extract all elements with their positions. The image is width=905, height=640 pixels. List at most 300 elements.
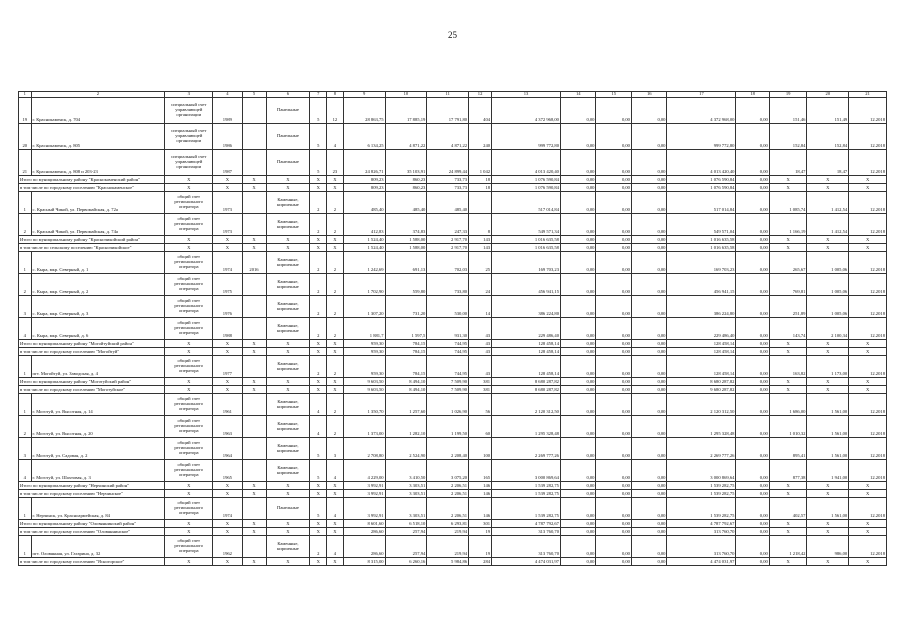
table-cell: X — [242, 378, 266, 386]
table-cell: 128 458,14 — [667, 340, 736, 348]
table-cell: 2 — [327, 296, 344, 318]
table-cell: 0,00 — [560, 296, 596, 318]
table-cell: X — [165, 520, 213, 528]
table-cell: 1 016 635,58 — [667, 244, 736, 252]
table-cell: 1 295 328,48 — [667, 416, 736, 438]
table-cell: 2 — [327, 394, 344, 416]
address-cell: г. Моготуй, ул. Высотная, д. 14 — [31, 394, 165, 416]
table-cell: 229 486,40 — [667, 318, 736, 340]
table-cell: X — [242, 236, 266, 244]
address-cell: с. Кыра, мкр. Северный, д. 1 — [31, 252, 165, 274]
table-cell: 0,00 — [736, 150, 769, 176]
table-cell: 1 076 590,84 — [667, 184, 736, 192]
table-cell: X — [327, 520, 344, 528]
table-cell: 733,73 — [427, 184, 469, 192]
table-row — [19, 98, 887, 124]
table-cell: 0,00 — [596, 244, 632, 252]
table-cell: Каменные, кирпичные — [266, 318, 310, 340]
table-cell: 43 — [469, 340, 492, 348]
table-cell: 1 295 328,48 — [492, 416, 561, 438]
table-row — [19, 356, 887, 378]
table-cell: 0,00 — [736, 318, 769, 340]
table-cell: 0,00 — [596, 192, 632, 214]
table-cell: 0,00 — [631, 348, 667, 356]
table-cell: 0,00 — [631, 274, 667, 296]
table-cell: 1974 — [213, 498, 242, 520]
table-cell: общий счет регионального оператора — [165, 394, 213, 416]
table-cell — [242, 274, 266, 296]
table-cell: 0,00 — [631, 214, 667, 236]
address-cell: пгт. Оловянная, ул. Гагарина, д. 32 — [31, 536, 165, 558]
table-cell: 0,00 — [560, 394, 596, 416]
table-cell — [242, 318, 266, 340]
table-cell: 374,83 — [385, 214, 427, 236]
address-cell: с. Кыра, мкр. Северный, д. 3 — [31, 296, 165, 318]
table-cell: 1 881,7 — [343, 318, 385, 340]
table-cell: 959,30 — [343, 356, 385, 378]
table-cell: 25 — [469, 252, 492, 274]
table-cell: X — [807, 378, 849, 386]
column-number-cell: 5 — [242, 92, 266, 98]
table-cell: 2 208,40 — [427, 438, 469, 460]
table-cell: 4 — [327, 536, 344, 558]
table-cell: X — [327, 528, 344, 536]
table-cell: 0,00 — [596, 318, 632, 340]
table-cell: X — [310, 386, 327, 394]
table-cell: 151,46 — [769, 98, 807, 124]
table-cell: 0,00 — [596, 378, 632, 386]
table-cell: X — [266, 482, 310, 490]
table-cell: X — [310, 520, 327, 528]
table-cell: 4 013 420,40 — [492, 150, 561, 176]
table-cell: 0,00 — [596, 416, 632, 438]
table-cell: X — [807, 558, 849, 566]
table-cell: Каменные, кирпичные — [266, 394, 310, 416]
table-cell: X — [266, 386, 310, 394]
table-cell: 2 917,70 — [427, 236, 469, 244]
table-cell — [242, 438, 266, 460]
subtotal-label: Итого по муниципальному району "Краснокаменский район" — [19, 176, 165, 184]
table-cell — [469, 192, 492, 214]
table-cell: 4 — [19, 460, 32, 482]
table-cell: 12.2018 — [849, 214, 887, 236]
column-number-cell: 13 — [492, 92, 561, 98]
table-cell: 0,00 — [736, 482, 769, 490]
table-cell: 3 — [327, 438, 344, 460]
table-cell: 0,00 — [596, 482, 632, 490]
subtotal-label: Итого по муниципальному району "Красночикойский район" — [19, 236, 165, 244]
table-cell: 517 014,84 — [492, 192, 561, 214]
table-cell: 1 561,00 — [807, 394, 849, 416]
table-cell: 0,00 — [596, 252, 632, 274]
table-cell: 404 — [469, 98, 492, 124]
table-row — [19, 274, 887, 296]
table-cell: 0,00 — [631, 318, 667, 340]
table-cell: 456 941,15 — [492, 274, 561, 296]
table-cell: 6 134,25 — [343, 124, 385, 150]
table-cell: 0,00 — [631, 416, 667, 438]
table-cell: 0,00 — [631, 236, 667, 244]
address-cell: с. Кыра, мкр. Северный, д. 6 — [31, 318, 165, 340]
column-number-cell: 10 — [385, 92, 427, 98]
table-cell: 286,60 — [343, 536, 385, 558]
table-cell: 4 — [19, 318, 32, 340]
table-cell: 0,00 — [560, 244, 596, 252]
column-number-cell: 16 — [631, 92, 667, 98]
table-cell: 381 — [469, 386, 492, 394]
table-cell: X — [213, 348, 242, 356]
table-cell: 1988 — [213, 318, 242, 340]
table-row — [19, 536, 887, 558]
table-cell: X — [807, 490, 849, 498]
table-cell: 9 680 287,82 — [667, 386, 736, 394]
table-cell: X — [807, 348, 849, 356]
table-cell: 0,00 — [736, 296, 769, 318]
table-cell: 0,00 — [631, 490, 667, 498]
table-cell: 1 — [19, 498, 32, 520]
table-cell: 784,15 — [385, 356, 427, 378]
table-cell: X — [266, 176, 310, 184]
table-cell: X — [807, 244, 849, 252]
table-cell: 8 494,10 — [385, 378, 427, 386]
subtotal-row — [19, 236, 887, 244]
table-cell: 12.2018 — [849, 252, 887, 274]
table-cell: 2 120 312,50 — [667, 394, 736, 416]
table-cell: 6 293,81 — [427, 520, 469, 528]
table-cell: 12.2018 — [849, 460, 887, 482]
table-cell: 485,40 — [427, 192, 469, 214]
table-cell: 0,00 — [596, 274, 632, 296]
table-cell: 4 — [310, 394, 327, 416]
table-cell: X — [242, 528, 266, 536]
table-cell: X — [310, 528, 327, 536]
table-cell: 2 917,70 — [427, 244, 469, 252]
table-cell: 2 — [310, 356, 327, 378]
table-cell: 5 — [310, 150, 327, 176]
table-cell: 530,00 — [427, 296, 469, 318]
table-cell: X — [266, 490, 310, 498]
table-cell: 2 269 777,26 — [667, 438, 736, 460]
table-cell: 286,60 — [343, 528, 385, 536]
subtotal-label: в том числе по сельскому поселению "Красночикойское" — [19, 244, 165, 252]
table-cell — [242, 214, 266, 236]
table-cell: 809,23 — [343, 184, 385, 192]
column-number-cell: 14 — [560, 92, 596, 98]
table-cell: 0,00 — [560, 528, 596, 536]
table-cell: X — [266, 348, 310, 356]
table-cell: 549 571,34 — [492, 214, 561, 236]
table-row — [19, 296, 887, 318]
table-cell: 0,00 — [560, 340, 596, 348]
table-cell: Панельные — [266, 124, 310, 150]
table-cell: X — [769, 528, 807, 536]
table-cell: X — [327, 348, 344, 356]
table-cell: 1 — [19, 394, 32, 416]
table-cell: общий счет регионального оператора — [165, 214, 213, 236]
column-number-cell: 15 — [596, 92, 632, 98]
table-cell: 169 703,23 — [667, 252, 736, 274]
table-cell: 733,80 — [427, 274, 469, 296]
table-cell: 12.2018 — [849, 296, 887, 318]
table-cell: Каменные, кирпичные — [266, 416, 310, 438]
column-number-cell: 7 — [310, 92, 327, 98]
table-cell: X — [807, 236, 849, 244]
table-cell: 2 — [310, 296, 327, 318]
table-cell: 1 412,54 — [807, 192, 849, 214]
table-cell: 1 561,00 — [807, 438, 849, 460]
table-cell: X — [266, 378, 310, 386]
table-cell: 702,03 — [427, 252, 469, 274]
table-cell: 1 005,06 — [807, 252, 849, 274]
table-cell — [242, 124, 266, 150]
table-cell: 1 257,60 — [385, 394, 427, 416]
column-number-cell: 9 — [343, 92, 385, 98]
table-cell: 1973 — [213, 192, 242, 214]
table-cell: X — [266, 244, 310, 252]
table-cell: Каменные, кирпичные — [266, 214, 310, 236]
table-cell: 0,00 — [596, 236, 632, 244]
table-cell: 23 — [327, 150, 344, 176]
table-cell: 3 410,50 — [385, 460, 427, 482]
table-cell: X — [213, 244, 242, 252]
table-cell: X — [849, 528, 887, 536]
table-cell: 0,00 — [631, 176, 667, 184]
table-cell: 895,41 — [769, 438, 807, 460]
subtotal-label: Итого по муниципальному району "Оловяннинский район" — [19, 520, 165, 528]
table-cell: 12.2018 — [849, 498, 887, 520]
table-cell: 0,00 — [631, 184, 667, 192]
table-row — [19, 318, 887, 340]
table-cell: 12.2018 — [849, 192, 887, 214]
table-cell: 8 315,00 — [343, 558, 385, 566]
table-cell: 784,15 — [385, 340, 427, 348]
table-cell: X — [165, 386, 213, 394]
table-cell: X — [266, 236, 310, 244]
table-cell: 0,00 — [560, 498, 596, 520]
table-cell: X — [769, 236, 807, 244]
table-cell: 28 863,75 — [343, 98, 385, 124]
table-cell: общий счет регионального оператора — [165, 438, 213, 460]
table-cell: 1 — [19, 536, 32, 558]
table-cell: 1987 — [213, 150, 242, 176]
table-cell: 0,00 — [596, 296, 632, 318]
table-cell: 931,30 — [427, 318, 469, 340]
table-cell: 2 — [327, 274, 344, 296]
table-cell: 0,00 — [560, 252, 596, 274]
table-cell: 2 524,90 — [385, 438, 427, 460]
table-cell: 1 686,00 — [769, 394, 807, 416]
table-cell: 284 — [469, 558, 492, 566]
table-cell: X — [327, 236, 344, 244]
table-cell: X — [242, 520, 266, 528]
table-cell: Каменные, кирпичные — [266, 536, 310, 558]
table-cell: X — [769, 340, 807, 348]
column-number-cell: 20 — [807, 92, 849, 98]
address-cell: пгт. Могойтуй, ул. Заводская, д. 4 — [31, 356, 165, 378]
table-cell — [242, 296, 266, 318]
table-cell: 1 005,06 — [807, 296, 849, 318]
table-cell: X — [310, 176, 327, 184]
table-cell: 0,00 — [596, 214, 632, 236]
table-cell: 999 772,80 — [492, 124, 561, 150]
table-cell: X — [165, 482, 213, 490]
table-cell: 0,00 — [631, 378, 667, 386]
table-row — [19, 124, 887, 150]
table-cell: 2 708,80 — [343, 438, 385, 460]
table-cell: 0,00 — [560, 536, 596, 558]
table-cell: X — [266, 520, 310, 528]
table-cell: 402,57 — [769, 498, 807, 520]
table-cell: 0,00 — [736, 252, 769, 274]
table-cell: X — [213, 378, 242, 386]
table-cell — [242, 498, 266, 520]
table-cell: 3 — [19, 438, 32, 460]
table-cell: 4 787 792,67 — [667, 520, 736, 528]
table-cell: 1 350,70 — [343, 394, 385, 416]
address-cell: г. Краснокаменск, д. 704 — [31, 98, 165, 124]
table-cell: 257,94 — [385, 528, 427, 536]
table-row — [19, 214, 887, 236]
table-cell: 986,00 — [807, 536, 849, 558]
table-cell: X — [807, 176, 849, 184]
table-cell: 1973 — [213, 214, 242, 236]
table-cell: 12.2018 — [849, 98, 887, 124]
table-cell: 0,00 — [596, 176, 632, 184]
table-cell: X — [310, 340, 327, 348]
table-cell: 1 016 635,58 — [667, 236, 736, 244]
table-cell: X — [327, 340, 344, 348]
table-cell: 0,00 — [736, 460, 769, 482]
subtotal-row — [19, 348, 887, 356]
table-cell: 2 206,51 — [427, 482, 469, 490]
table-cell: X — [266, 528, 310, 536]
address-cell: г. Краснокаменск, д. 805 — [31, 124, 165, 150]
table-cell: Панельные — [266, 150, 310, 176]
subtotal-row — [19, 520, 887, 528]
table-cell: X — [849, 482, 887, 490]
table-cell: 731,20 — [385, 296, 427, 318]
table-cell: 3 075,20 — [427, 460, 469, 482]
table-cell: 56 — [469, 394, 492, 416]
table-cell: 0,00 — [560, 386, 596, 394]
table-cell: X — [769, 490, 807, 498]
table-cell: 744,95 — [427, 340, 469, 348]
table-cell: 257,94 — [385, 536, 427, 558]
table-cell: 517 014,84 — [667, 192, 736, 214]
table-cell: 0,00 — [736, 356, 769, 378]
table-cell: Каменные, кирпичные — [266, 192, 310, 214]
table-cell: X — [213, 386, 242, 394]
table-cell: 12.2018 — [849, 536, 887, 558]
table-cell: 6 260,16 — [385, 558, 427, 566]
table-cell: 5 — [310, 438, 327, 460]
table-cell: 559,80 — [385, 274, 427, 296]
table-cell: 1 042 — [469, 150, 492, 176]
table-cell: 4 229,00 — [343, 460, 385, 482]
subtotal-row — [19, 528, 887, 536]
table-cell: X — [242, 482, 266, 490]
table-cell: X — [769, 176, 807, 184]
table-cell: 14 — [469, 296, 492, 318]
table-cell: 0,00 — [560, 482, 596, 490]
table-cell: 4 — [327, 124, 344, 150]
table-cell: 5 — [310, 460, 327, 482]
table-cell: 0,00 — [736, 558, 769, 566]
table-cell: 4 — [310, 416, 327, 438]
table-cell: 8 680 287,82 — [492, 386, 561, 394]
table-cell: 152,84 — [769, 124, 807, 150]
table-cell: 0,00 — [736, 416, 769, 438]
table-cell: 0,00 — [631, 98, 667, 124]
table-cell: 4 871,22 — [385, 124, 427, 150]
table-cell: 0,00 — [736, 386, 769, 394]
table-cell: 12.2018 — [849, 356, 887, 378]
table-cell: 1 076 590,84 — [492, 184, 561, 192]
table-cell: 18,47 — [807, 150, 849, 176]
table-cell: 0,00 — [596, 98, 632, 124]
table-cell: X — [242, 184, 266, 192]
subtotal-row — [19, 378, 887, 386]
table-cell: 12.2018 — [849, 274, 887, 296]
table-cell: X — [849, 490, 887, 498]
table-cell: 301 — [469, 520, 492, 528]
table-cell: 1 026,90 — [427, 394, 469, 416]
column-number-cell: 8 — [327, 92, 344, 98]
table-cell: 1964 — [213, 438, 242, 460]
table-cell: 0,00 — [631, 520, 667, 528]
subtotal-row — [19, 340, 887, 348]
table-cell: 0,00 — [560, 214, 596, 236]
table-cell: 163,82 — [769, 356, 807, 378]
column-number-cell: 2 — [31, 92, 165, 98]
table-cell: 2 — [19, 214, 32, 236]
table-cell: 3 992,91 — [343, 482, 385, 490]
table-cell: 1 — [19, 192, 32, 214]
table-cell: 0,00 — [631, 296, 667, 318]
table-cell: 1 941,00 — [807, 460, 849, 482]
table-cell: 1976 — [213, 296, 242, 318]
table-cell: X — [242, 176, 266, 184]
table-cell: X — [310, 378, 327, 386]
subtotal-label: Итого по муниципальному району "Нерчинский район" — [19, 482, 165, 490]
table-cell: 3 303,51 — [385, 482, 427, 490]
table-cell: 2 269 777,26 — [492, 438, 561, 460]
table-cell: 485,40 — [343, 192, 385, 214]
table-cell: 1 561,00 — [807, 498, 849, 520]
table-cell: X — [769, 558, 807, 566]
table-cell: общий счет регионального оператора — [165, 416, 213, 438]
table-cell: 1 524,40 — [343, 244, 385, 252]
table-cell: 0,00 — [631, 536, 667, 558]
table-cell: 0,00 — [736, 236, 769, 244]
table-cell: 0,00 — [560, 460, 596, 482]
column-number-cell: 19 — [769, 92, 807, 98]
table-row — [19, 416, 887, 438]
table-cell: 386 224,80 — [667, 296, 736, 318]
table-cell: 19 — [19, 98, 32, 124]
table-cell: 5 984,86 — [427, 558, 469, 566]
table-cell: 1975 — [213, 274, 242, 296]
table-cell: X — [165, 340, 213, 348]
table-cell: 0,00 — [560, 318, 596, 340]
table-cell: 1 539 282,75 — [492, 490, 561, 498]
table-cell: 0,00 — [631, 498, 667, 520]
table-cell: 2 — [310, 274, 327, 296]
table-cell: 0,00 — [560, 438, 596, 460]
table-cell: 549 571,04 — [667, 214, 736, 236]
table-cell — [242, 98, 266, 124]
table-cell: 1989 — [213, 98, 242, 124]
